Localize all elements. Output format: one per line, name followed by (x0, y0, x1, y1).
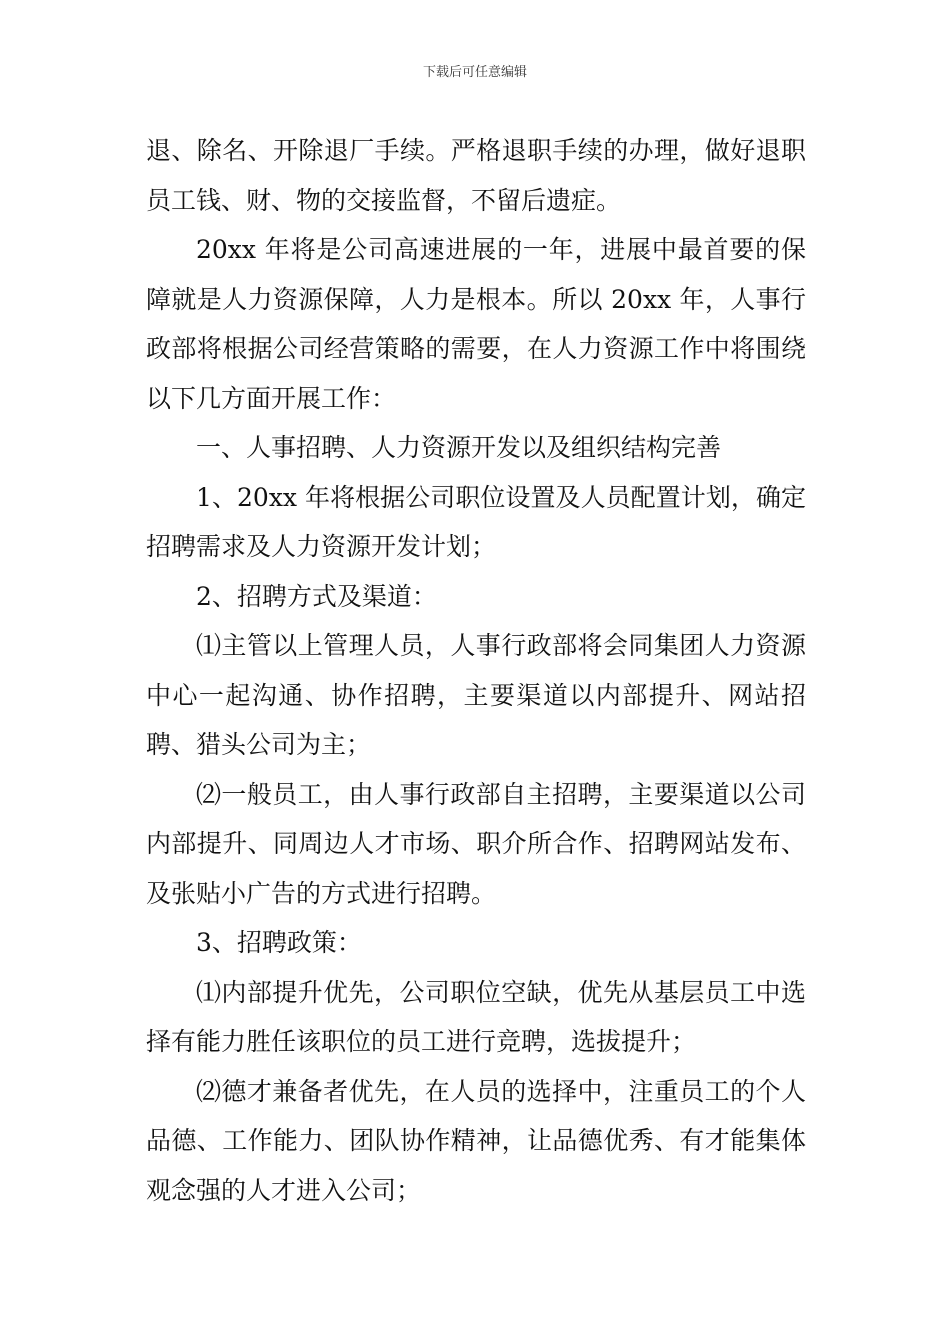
paragraph-item-3-1: ⑴内部提升优先，公司职位空缺，优先从基层员工中选择有能力胜任该职位的员工进行竞聘，选拔提升； (146, 977, 806, 1056)
paragraph-item-2-2: ⑵一般员工，由人事行政部自主招聘，主要渠道以公司内部提升、同周边人才市场、职介所合作、招聘网站发布、及张贴小广告的方式进行招聘。 (146, 779, 806, 908)
section-heading-1: 一、人事招聘、人力资源开发以及组织结构完善 (196, 433, 722, 462)
paragraph-item-2-1: ⑴主管以上管理人员，人事行政部将会同集团人力资源中心一起沟通、协作招聘，主要渠道以内部提升、网站招聘、猎头公司为主； (146, 631, 806, 759)
paragraph-item-1: 1、20xx 年将根据公司职位设置及人员配置计划，确定招聘需求及人力资源开发计划； (146, 482, 806, 561)
paragraph-item-2: 2、招聘方式及渠道： (196, 581, 437, 611)
page-header: 下载后可任意编辑 (422, 65, 527, 80)
document-body (146, 126, 806, 1215)
paragraph-item-3-2: ⑵德才兼备者优先，在人员的选择中，注重员工的个人品德、工作能力、团队协作精神，让品德优秀、有才能集体观念强的人才进入公司； (146, 1076, 806, 1205)
paragraph-item-3: 3、招聘政策： (196, 928, 362, 957)
paragraph-2: 20xx 年将是公司高速进展的一年，进展中最首要的保障就是人力资源保障，人力是根本。所以 20xx 年，人事行政部将根据公司经营策略的需要，在人力资源工作中将围绕以下几方面开展工作： (146, 235, 806, 413)
paragraph-1: 退、除名、开除退厂手续。严格退职手续的办理，做好退职员工钱、财、物的交接监督，不留后遗症。 (146, 136, 806, 215)
